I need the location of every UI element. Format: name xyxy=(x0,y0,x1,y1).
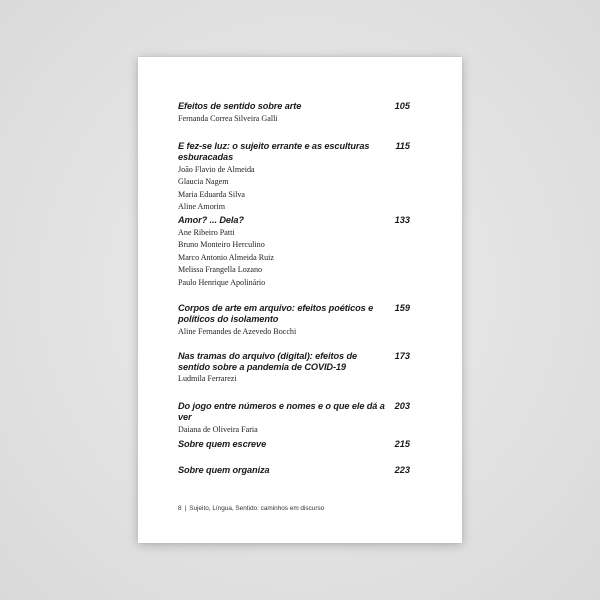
toc-entry-authors xyxy=(178,113,410,125)
book-page xyxy=(138,57,462,543)
toc-entry-title: Sobre quem organiza xyxy=(178,465,270,475)
toc-entry-authors xyxy=(178,326,410,338)
toc-author: Ane Ribeiro Patti xyxy=(178,228,235,237)
toc-entry-title: Do jogo entre números e nomes e o que ele dá a ver xyxy=(178,401,385,422)
toc-entry-page-number: 203 xyxy=(394,401,410,411)
toc-entry-title: Efeitos de sentido sobre arte xyxy=(178,101,302,111)
toc-entry-authors xyxy=(178,164,410,214)
toc-author: Fernanda Correa Silveira Galli xyxy=(178,114,278,123)
toc-entry-page-number: 115 xyxy=(395,141,410,151)
toc-author: João Flavio de Almeida xyxy=(178,165,255,174)
toc-entry-title: Corpos de arte em arquivo: efeitos poéticos e políticos do isolamento xyxy=(178,303,374,324)
toc-entry-authors xyxy=(178,424,410,436)
toc-entry-page-number: 215 xyxy=(394,439,410,449)
toc-author: Marco Antonio Almeida Ruiz xyxy=(178,252,274,262)
toc-author: Aline Fernandes de Azevedo Bocchi xyxy=(178,327,297,336)
footer-page-number: 8 xyxy=(178,505,182,512)
footer-separator: | xyxy=(184,505,187,512)
toc-entry xyxy=(178,215,410,289)
toc-author: Ludmila Ferrarezi xyxy=(178,374,237,383)
toc-entry-title: Sobre quem escreve xyxy=(178,439,267,449)
toc-entry-page-number: 159 xyxy=(394,303,410,313)
toc-author: Melissa Frangella Lozano xyxy=(178,265,263,275)
toc-entry-page-number: 223 xyxy=(394,465,410,475)
toc-author: Aline Amorim xyxy=(178,202,225,212)
toc-entry-page-number: 133 xyxy=(394,215,410,225)
toc-author: Glaucia Nagem xyxy=(178,177,229,187)
toc-entry-title: Amor? ... Dela? xyxy=(178,215,244,225)
toc-entry-authors xyxy=(178,374,410,384)
toc-entry-page-number: 105 xyxy=(394,101,410,111)
page-footer xyxy=(178,505,324,513)
toc-author: Daiana de Oliveira Faria xyxy=(178,425,258,434)
toc-author: Paulo Henrique Apolinário xyxy=(178,277,266,287)
footer-book-title: Sujeito, Língua, Sentido: caminhos em discurso xyxy=(189,505,325,512)
toc-entry-title: E fez-se luz: o sujeito errante e as esculturas esburacadas xyxy=(178,141,370,162)
toc-author: Bruno Monteiro Herculino xyxy=(178,240,265,250)
toc-entry-title: Nas tramas do arquivo (digital): efeitos de sentido sobre a pandemia de COVID-19 xyxy=(178,351,357,372)
toc-author: Maria Eduarda Silva xyxy=(178,189,245,199)
toc-entry-authors xyxy=(178,227,410,289)
toc-entry-page-number: 173 xyxy=(394,351,410,361)
